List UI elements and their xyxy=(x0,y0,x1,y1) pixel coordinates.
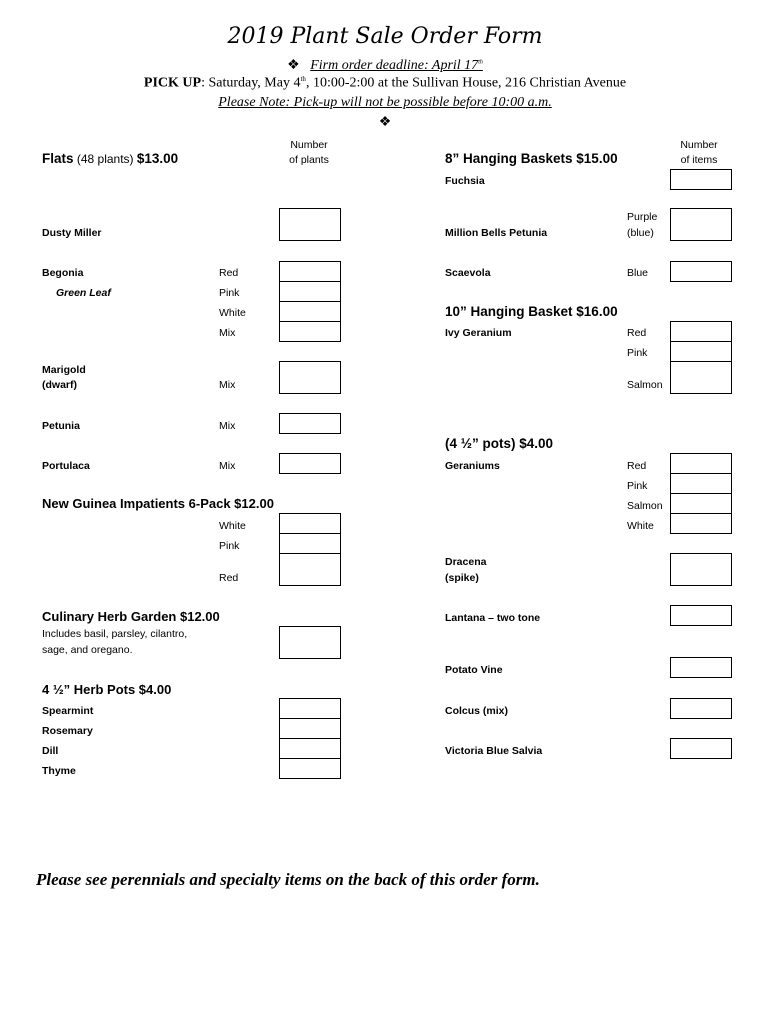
ivy-pink-qty-box[interactable] xyxy=(670,341,732,362)
ivy-geranium-label: Ivy Geranium xyxy=(445,327,512,339)
rosemary-qty-box[interactable] xyxy=(279,718,341,739)
geranium-red-qty-box[interactable] xyxy=(670,453,732,474)
begonia-mix-qty-box[interactable] xyxy=(279,321,341,342)
portulaca-label: Portulaca xyxy=(42,460,90,472)
herb-garden-desc-line1: Includes basil, parsley, cilantro, xyxy=(42,628,188,640)
rosemary-label: Rosemary xyxy=(42,725,93,737)
ivy-option-red: Red xyxy=(627,327,647,339)
impatiens-red-qty-box[interactable] xyxy=(279,553,341,586)
potato-vine-qty-box[interactable] xyxy=(670,657,732,678)
geranium-option-white: White xyxy=(627,520,654,532)
geranium-option-red: Red xyxy=(627,460,647,472)
begonia-red-qty-box[interactable] xyxy=(279,261,341,282)
thyme-label: Thyme xyxy=(42,765,76,777)
spearmint-label: Spearmint xyxy=(42,705,94,717)
pots-heading: (4 ½” pots) $4.00 xyxy=(445,436,554,451)
dill-label: Dill xyxy=(42,745,59,757)
million-bells-label: Million Bells Petunia xyxy=(445,227,548,239)
herb-garden-heading: Culinary Herb Garden $12.00 xyxy=(42,609,220,624)
impatiens-white-qty-box[interactable] xyxy=(279,513,341,534)
dracena-spike-label: (spike) xyxy=(445,572,479,584)
petunia-option-mix: Mix xyxy=(219,420,236,432)
begonia-option-pink: Pink xyxy=(219,287,240,299)
pickup-line: PICK UP: Saturday, May 4th, 10:00-2:00 at the Sullivan House, 216 Christian Avenue xyxy=(143,75,627,91)
begonia-option-mix: Mix xyxy=(219,327,236,339)
flats-heading: Flats (48 plants) $13.00 xyxy=(42,151,179,166)
geranium-pink-qty-box[interactable] xyxy=(670,473,732,494)
million-bells-option-purple: Purple xyxy=(627,211,658,223)
spearmint-qty-box[interactable] xyxy=(279,698,341,719)
ivy-option-salmon: Salmon xyxy=(627,379,663,391)
pickup-label: PICK UP xyxy=(143,75,202,91)
coleus-label: Colcus (mix) xyxy=(445,705,509,717)
million-bells-option-blue: (blue) xyxy=(627,227,654,239)
portulaca-option-mix: Mix xyxy=(219,460,236,472)
potato-vine-label: Potato Vine xyxy=(445,664,503,676)
diamond-divider-icon: ❖ xyxy=(378,115,392,130)
deadline-line xyxy=(0,57,770,74)
marigold-dwarf-label: (dwarf) xyxy=(42,379,77,391)
impatiens-option-red: Red xyxy=(219,572,239,584)
ivy-salmon-qty-box[interactable] xyxy=(670,361,732,394)
dill-qty-box[interactable] xyxy=(279,738,341,759)
ivy-option-pink: Pink xyxy=(627,347,648,359)
petunia-label: Petunia xyxy=(42,420,80,432)
ivy-red-qty-box[interactable] xyxy=(670,321,732,342)
dusty-miller-qty-box[interactable] xyxy=(279,208,341,241)
marigold-label: Marigold xyxy=(42,364,86,376)
scaevola-option-blue: Blue xyxy=(627,267,649,279)
lantana-label: Lantana – two tone xyxy=(445,612,541,624)
dracena-qty-box[interactable] xyxy=(670,553,732,586)
diamond-bullet-icon: ❖ xyxy=(287,58,300,73)
hanging-baskets-8-heading: 8” Hanging Baskets $15.00 xyxy=(445,151,618,166)
fuchsia-qty-box[interactable] xyxy=(670,169,732,190)
closing-note: Please see perennials and specialty items on the back of this order form. xyxy=(36,870,540,889)
geranium-salmon-qty-box[interactable] xyxy=(670,493,732,514)
scaevola-qty-box[interactable] xyxy=(670,261,732,282)
portulaca-qty-box[interactable] xyxy=(279,453,341,474)
pickup-note: Please Note: Pick-up will not be possible before 10:00 a.m. xyxy=(218,95,552,110)
form-title: 2019 Plant Sale Order Form xyxy=(227,24,543,49)
impatiens-pink-qty-box[interactable] xyxy=(279,533,341,554)
herb-pots-heading: 4 ½” Herb Pots $4.00 xyxy=(42,682,172,697)
lantana-qty-box[interactable] xyxy=(670,605,732,626)
number-of-plants-header: Number of plants xyxy=(289,139,329,166)
begonia-white-qty-box[interactable] xyxy=(279,301,341,322)
dusty-miller-label: Dusty Miller xyxy=(42,227,102,239)
green-leaf-label: Green Leaf xyxy=(56,287,111,299)
herb-garden-desc-line2: sage, and oregano. xyxy=(42,644,133,656)
begonia-label: Begonia xyxy=(42,267,84,279)
begonia-option-white: White xyxy=(219,307,246,319)
hanging-basket-10-heading: 10” Hanging Basket $16.00 xyxy=(445,304,618,319)
impatiens-option-pink: Pink xyxy=(219,540,240,552)
geranium-white-qty-box[interactable] xyxy=(670,513,732,534)
geranium-option-salmon: Salmon xyxy=(627,500,663,512)
dracena-label: Dracena xyxy=(445,556,487,568)
coleus-qty-box[interactable] xyxy=(670,698,732,719)
thyme-qty-box[interactable] xyxy=(279,758,341,779)
fuchsia-label: Fuchsia xyxy=(445,175,485,187)
million-bells-qty-box[interactable] xyxy=(670,208,732,241)
marigold-qty-box[interactable] xyxy=(279,361,341,394)
impatiens-heading: New Guinea Impatients 6-Pack $12.00 xyxy=(42,496,274,511)
herb-garden-qty-box[interactable] xyxy=(279,626,341,659)
petunia-qty-box[interactable] xyxy=(279,413,341,434)
salvia-qty-box[interactable] xyxy=(670,738,732,759)
impatiens-option-white: White xyxy=(219,520,246,532)
salvia-label: Victoria Blue Salvia xyxy=(445,745,543,757)
begonia-option-red: Red xyxy=(219,267,239,279)
begonia-pink-qty-box[interactable] xyxy=(279,281,341,302)
scaevola-label: Scaevola xyxy=(445,267,491,279)
geraniums-label: Geraniums xyxy=(445,460,500,472)
geranium-option-pink: Pink xyxy=(627,480,648,492)
number-of-items-header: Number of items xyxy=(680,139,718,166)
deadline-text: Firm order deadline: April 17th xyxy=(310,58,483,73)
marigold-option-mix: Mix xyxy=(219,379,236,391)
